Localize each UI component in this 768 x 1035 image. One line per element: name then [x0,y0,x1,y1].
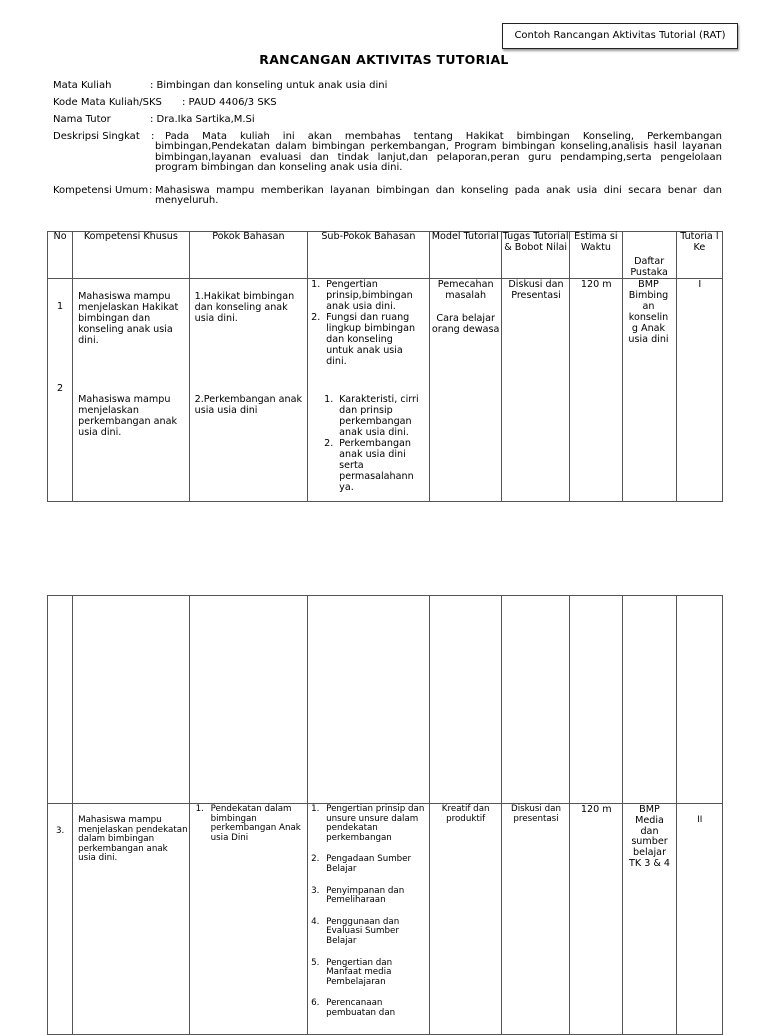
sub-pokok-list-2 [324,394,424,493]
list-item: 3. Penyimpanan dan Pemeliharaan [311,885,405,906]
tutor-value: : Dra.Ika Sartika,M.Si [150,114,255,125]
pokok-bahasan-1: 1.Hakikat bimbingan dan konseling anak usia dini. [194,291,295,324]
daftar-pustaka-3: BMP Media dan sumber belajar TK 3 & 4 [629,804,670,869]
kompetensi-khusus-3: Mahasiswa mampu menjelaskan pendekatan dalam bimbingan perkembangan anak usia dini. [78,815,188,864]
cell-model-tutorial [429,279,501,502]
cell-pokok-bahasan [189,279,308,502]
list-item: 4. Penggunaan dan Evaluasi Sumber Belajar [311,916,400,946]
header-tugas-tutorial: Tugas Tutorial & Bobot Nilai [501,232,569,279]
deskripsi-label: Deskripsi Singkat [53,131,140,142]
list-item: 5. Pengertian dan Manfaat media Pembelajaran [311,957,393,987]
cell-tugas-tutorial [501,279,569,502]
cell-pokok-bahasan [189,804,308,1035]
header-daftar-pustaka: Daftar Pustaka [622,232,676,279]
header-tutorial-ke: Tutoria l Ke [676,232,722,279]
estimasi-waktu: 120 m [580,279,612,290]
cell-kompetensi-khusus [73,804,190,1035]
cell-sub-pokok-bahasan [308,279,430,502]
cell-no [48,804,73,1035]
tutorial-ke-3: II [697,815,703,825]
table-row [48,279,723,502]
list-item: 1. Pendekatan dalam bimbingan perkembangan Anak usia Dini [195,804,301,843]
list-item: 2. Fungsi dan ruang lingkup bimbingan dan konseling untuk anak usia dini. [311,312,416,367]
kompetensi-khusus-2: Mahasiswa mampu menjelaskan perkembangan anak usia dini. [78,394,178,438]
mata-kuliah-value: : Bimbingan dan konseling untuk anak usia dini [150,80,388,91]
header-sub-pokok-bahasan: Sub-Pokok Bahasan [308,232,430,279]
header-no: No [48,232,73,279]
rat-table-page-1 [47,231,723,502]
daftar-pustaka: BMP Bimbing an konselin g Anak usia dini [628,279,669,345]
list-item: 1. Karakteristi, cirri dan prinsip perkembangan anak usia dini. [324,394,419,438]
sub-pokok-list-1 [311,279,423,367]
list-item: 1. Pengertian prinsip dan unsure unsure dalam pendekatan perkembangan [311,804,425,843]
header-kompetensi-khusus: Kompetensi Khusus [73,232,190,279]
table-header-row [48,232,723,279]
kode-value: : PAUD 4406/3 SKS [182,97,277,108]
list-item: 2. Pengadaan Sumber Belajar [311,854,412,874]
kompetensi-umum-text: Mahasiswa mampu memberikan layanan bimbingan dan konseling pada anak usia dini secara benar dan menyeluruh. [155,185,722,207]
model-tutorial-3: Kreatif dan produktif [441,804,490,824]
cell-tutorial-ke [676,804,722,1035]
row-number-1: 1 [57,301,64,312]
deskripsi-colon: : [151,131,155,142]
mata-kuliah-label: Mata Kuliah [53,80,112,91]
header-model-tutorial: Model Tutorial [429,232,501,279]
kompetensi-umum-colon: : [149,185,153,196]
model-tutorial-1: Pemecahan masalah [437,279,494,301]
cell-sub-pokok-bahasan [308,804,430,1035]
row-number-3: 3. [56,826,65,836]
pokok-bahasan-2: 2.Perkembangan anak usia usia dini [194,394,303,416]
cell-no [48,279,73,502]
table-row [48,804,723,1035]
cell-daftar-pustaka [622,804,676,1035]
model-tutorial-2: Cara belajar orang dewasa [431,313,500,335]
list-item: 6. Perencanaan pembuatan dan [311,998,396,1018]
cell-daftar-pustaka [622,279,676,502]
document-type-badge: Contoh Rancangan Aktivitas Tutorial (RAT) [502,23,738,49]
rat-table-page-2 [47,595,723,1035]
tugas-tutorial: Diskusi dan Presentasi [508,279,564,301]
cell-estimasi-waktu [570,804,622,1035]
estimasi-waktu-3: 120 m [580,804,612,815]
list-item: 1. Pengertian prinsip,bimbingan anak usia dini. [311,279,413,312]
deskripsi-text: Pada Mata kuliah ini akan membahas tentang Hakikat bimbingan Konseling, Perkembangan bimbingan,Pendekatan dalam bimbingan perkembangan, Program bimbingan konseling,analisis hasil layanan bimbingan,layanan evaluasi dan tindak lanjut,dan pelaporan,peran guru pendamping,serta pengelolaan program bimbingan dan konseling anak usia dini. [155,131,722,173]
cell-model-tutorial [429,804,501,1035]
kompetensi-khusus-1: Mahasiswa mampu menjelaskan Hakikat bimbingan dan konseling anak usia dini. [78,291,179,346]
pokok-bahasan-list-3 [196,805,304,843]
table-row-empty [48,596,723,804]
list-item: 2. Perkembangan anak usia dini serta permasalahann ya. [324,438,414,493]
tugas-tutorial-3: Diskusi dan presentasi [511,804,561,824]
cell-tutorial-ke [676,279,722,502]
sub-pokok-list-3 [311,805,425,1019]
cell-tugas-tutorial [501,804,569,1035]
kode-label: Kode Mata Kuliah/SKS [53,97,162,108]
cell-estimasi-waktu [570,279,622,502]
header-pokok-bahasan: Pokok Bahasan [189,232,308,279]
kompetensi-umum-label: Kompetensi Umum [53,185,149,196]
cell-kompetensi-khusus [73,279,190,502]
row-number-2: 2 [57,383,64,394]
document-title: RANCANGAN AKTIVITAS TUTORIAL [259,52,509,67]
tutorial-ke: I [698,279,702,290]
tutor-label: Nama Tutor [53,114,111,125]
header-estimasi-waktu: Estima si Waktu [570,232,622,279]
